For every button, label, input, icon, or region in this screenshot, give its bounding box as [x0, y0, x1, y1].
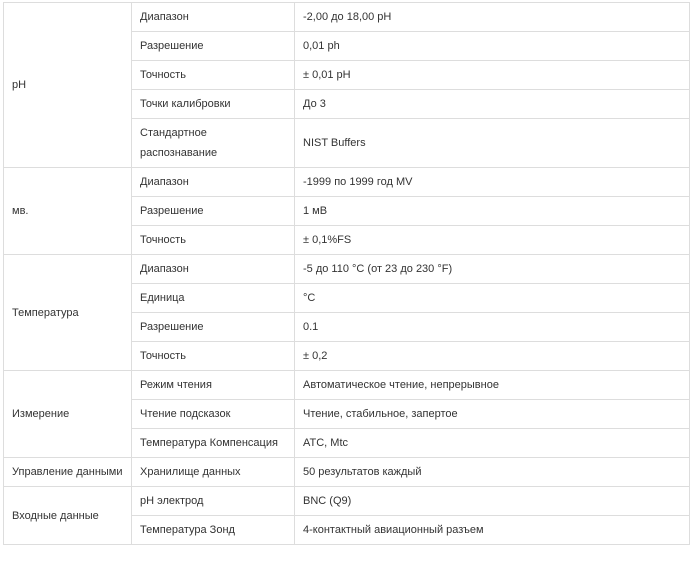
table-row	[4, 458, 690, 487]
parameter-cell: Диапазон	[132, 168, 295, 197]
parameter-cell: Стандартное распознавание	[132, 119, 295, 168]
parameter-cell: Диапазон	[132, 3, 295, 32]
parameter-cell: Разрешение	[132, 32, 295, 61]
parameter-cell: Чтение подсказок	[132, 400, 295, 429]
parameter-cell: Разрешение	[132, 197, 295, 226]
parameter-cell: Температура Зонд	[132, 516, 295, 545]
value-cell: 0,01 ph	[295, 32, 690, 61]
table-row	[4, 255, 690, 284]
value-cell: До 3	[295, 90, 690, 119]
table-row	[4, 168, 690, 197]
value-cell: 1 мВ	[295, 197, 690, 226]
category-cell: Входные данные	[4, 487, 132, 545]
value-cell: NIST Buffers	[295, 119, 690, 168]
parameter-cell: Точность	[132, 226, 295, 255]
parameter-cell: Температура Компенсация	[132, 429, 295, 458]
parameter-cell: Точность	[132, 61, 295, 90]
value-cell: 50 результатов каждый	[295, 458, 690, 487]
parameter-cell: Точность	[132, 342, 295, 371]
value-cell: 0.1	[295, 313, 690, 342]
category-cell: Измерение	[4, 371, 132, 458]
spec-table-body	[4, 3, 690, 545]
parameter-cell: Точки калибровки	[132, 90, 295, 119]
category-cell: мв.	[4, 168, 132, 255]
parameter-cell: Хранилище данных	[132, 458, 295, 487]
value-cell: ± 0,2	[295, 342, 690, 371]
value-cell: -5 до 110 °C (от 23 до 230 °F)	[295, 255, 690, 284]
value-cell: Чтение, стабильное, запертое	[295, 400, 690, 429]
value-cell: -1999 по 1999 год MV	[295, 168, 690, 197]
value-cell: Автоматическое чтение, непрерывное	[295, 371, 690, 400]
category-cell: pH	[4, 3, 132, 168]
parameter-cell: Единица	[132, 284, 295, 313]
table-row	[4, 3, 690, 32]
parameter-cell: Разрешение	[132, 313, 295, 342]
value-cell: ± 0,01 pH	[295, 61, 690, 90]
value-cell: -2,00 до 18,00 pH	[295, 3, 690, 32]
value-cell: °C	[295, 284, 690, 313]
table-row	[4, 487, 690, 516]
value-cell: ATC, Mtc	[295, 429, 690, 458]
parameter-cell: Режим чтения	[132, 371, 295, 400]
parameter-cell: pH электрод	[132, 487, 295, 516]
value-cell: BNC (Q9)	[295, 487, 690, 516]
parameter-cell: Диапазон	[132, 255, 295, 284]
spec-table	[3, 2, 690, 545]
value-cell: 4-контактный авиационный разъем	[295, 516, 690, 545]
category-cell: Температура	[4, 255, 132, 371]
value-cell: ± 0,1%FS	[295, 226, 690, 255]
category-cell: Управление данными	[4, 458, 132, 487]
table-row	[4, 371, 690, 400]
